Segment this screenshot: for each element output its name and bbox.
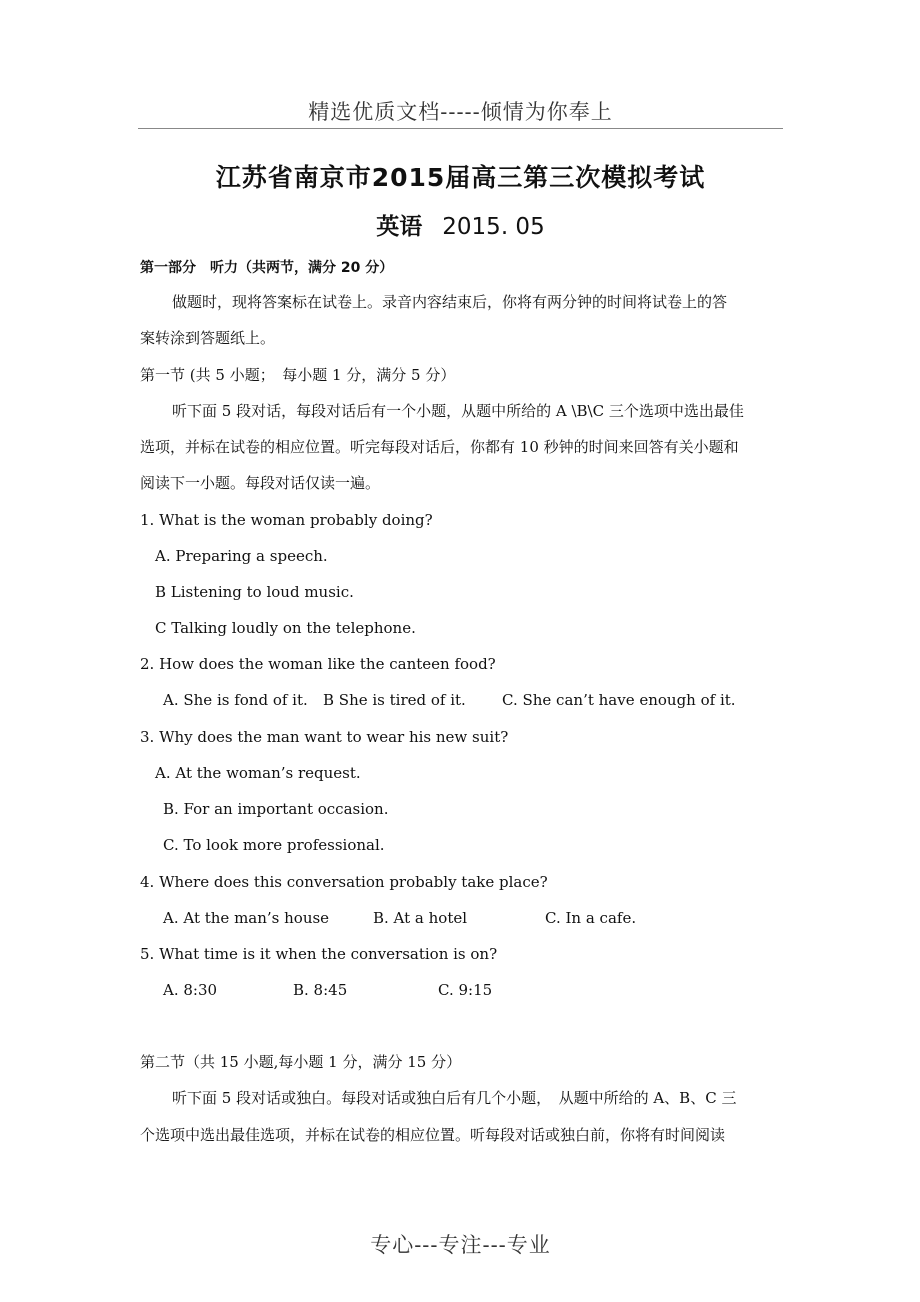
q4-option-a: A. At the man’s house <box>163 909 330 927</box>
exam-title: 江苏省南京市2015届高三第三次模拟考试 <box>215 163 706 192</box>
section2-line-2: 个选项中选出最佳选项，并标在试卷的相应位置。听每段对话或独白前，你将有时间阅读 <box>140 1126 726 1144</box>
part1-heading: 第一部分 听力（共两节，满分 20 分） <box>140 260 394 276</box>
page-footer: 专心---专注---专业 <box>370 1233 551 1257</box>
q4-option-c: C. In a cafe. <box>545 909 637 927</box>
header-divider <box>138 128 783 129</box>
q1-option-a: A. Preparing a speech. <box>155 547 328 565</box>
q5-option-a: A. 8:30 <box>163 981 218 999</box>
instructions-line-2: 案转涂到答题纸上。 <box>140 329 276 347</box>
q3-option-c: C. To look more professional. <box>163 836 385 854</box>
section1-line-3: 阅读下一小题。每段对话仅读一遍。 <box>140 474 381 492</box>
q3-option-b: B. For an important occasion. <box>163 800 389 818</box>
q5-option-c: C. 9:15 <box>438 981 493 999</box>
q1-option-b: B Listening to loud music. <box>155 583 354 601</box>
section1-line-1: 听下面 5 段对话，每段对话后有一个小题，从题中所给的 A \B\C 三个选项中选出最佳 <box>172 402 744 420</box>
q2-option-b: B She is tired of it. <box>323 691 466 709</box>
q3-option-a: A. At the woman’s request. <box>155 764 361 782</box>
q5-option-b: B. 8:45 <box>293 981 348 999</box>
question-2: 2. How does the woman like the canteen food? <box>140 655 496 673</box>
question-5: 5. What time is it when the conversation is on? <box>140 945 498 963</box>
page-header: 精选优质文档-----倾情为你奉上 <box>308 100 613 124</box>
q1-option-c: C Talking loudly on the telephone. <box>155 619 416 637</box>
q2-option-a: A. She is fond of it. <box>163 691 308 709</box>
section2-line-1: 听下面 5 段对话或独白。每段对话或独白后有几个小题， 从题中所给的 A、B、C 三 <box>172 1089 737 1107</box>
q2-option-c: C. She can’t have enough of it. <box>502 691 736 709</box>
subject-label: 英语 <box>376 214 423 240</box>
instructions-line-1: 做题时，现将答案标在试卷上。录音内容结束后，你将有两分钟的时间将试卷上的答 <box>172 293 728 311</box>
section2-heading: 第二节（共 15 小题,每小题 1 分，满分 15 分） <box>140 1053 462 1071</box>
question-3: 3. Why does the man want to wear his new suit? <box>140 728 509 746</box>
question-4: 4. Where does this conversation probably take place? <box>140 873 548 891</box>
section1-heading: 第一节 (共 5 小题； 每小题 1 分，满分 5 分） <box>140 366 456 384</box>
section1-line-2: 选项，并标在试卷的相应位置。听完每段对话后，你都有 10 秒钟的时间来回答有关小题和 <box>140 438 739 456</box>
exam-date: 2015. 05 <box>442 214 545 240</box>
q4-option-b: B. At a hotel <box>373 909 468 927</box>
exam-subtitle <box>138 208 783 241</box>
question-1: 1. What is the woman probably doing? <box>140 511 433 529</box>
